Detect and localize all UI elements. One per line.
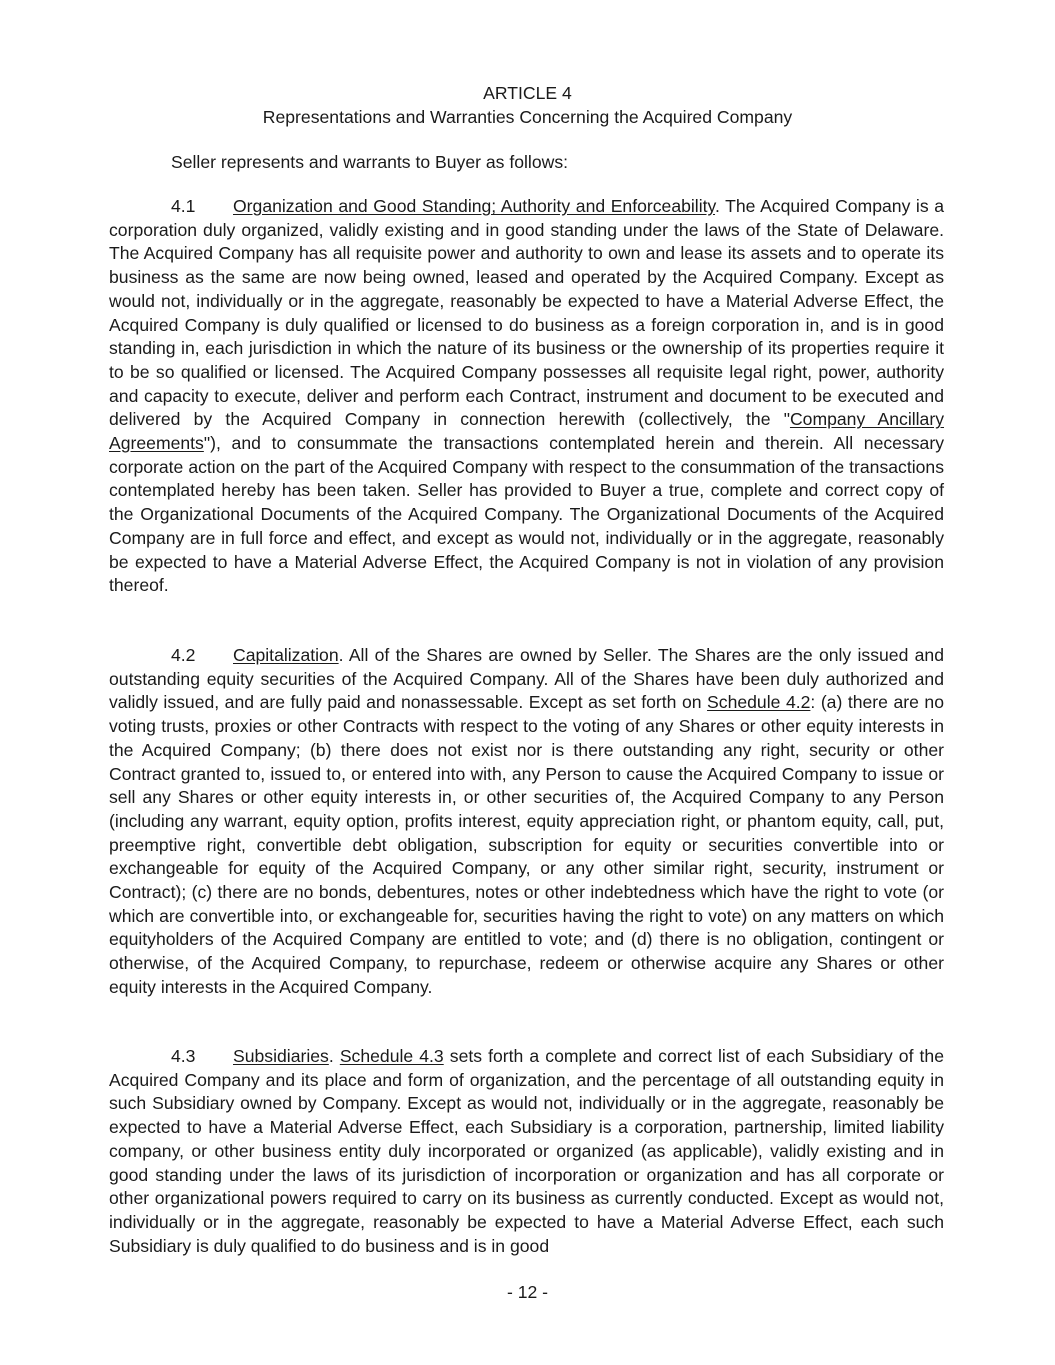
section-4-2: [109, 644, 944, 1000]
section-body-continued: "), and to consummate the transactions contemplated herein and therein. All necessary corporate action on the part of the Acquired Company with respect to the consummation of the transactions contemplated hereby has been taken. Seller has provided to Buyer a true, complete and correct copy of the Organizational Documents of the Acquired Company. The Organizational Documents of the Acquired Company are in full force and effect, and except as would not, individually or in the aggregate, reasonably be expected to have a Material Adverse Effect, the Acquired Company is not in violation of any provision thereof.: [109, 433, 944, 596]
section-heading: Capitalization: [233, 645, 339, 665]
section-body-continued: : (a) there are no voting trusts, proxies or other Contracts with respect to the voting of any Shares or other equity interests in the Acquired Company; (b) there does not exist nor is there outstanding any right, security or other Contract granted to, issued to, or entered into with, any Person to cause the Acquired Company to issue or sell any Shares or other equity interests in, or other securities of, the Acquired Company to any Person (including any warrant, equity option, profits interest, equity appreciation right, or phantom equity, call, put, preemptive right, convertible debt obligation, subscription for equity or securities convertible into or exchangeable for equity of the Acquired Company, or any other similar right, security, instrument or Contract); (c) there are no bonds, debentures, notes or other indebtedness which have the right to vote (or which are convertible into, or exchangeable for, securities having the right to vote) on any matters on which equityholders of the Acquired Company are entitled to vote; and (d) there is no obligation, contingent or otherwise, of the Acquired Company, to repurchase, redeem or otherwise acquire any Shares or other equity interests in the Acquired Company.: [109, 692, 945, 997]
section-4-1: [109, 195, 944, 598]
section-heading: Organization and Good Standing; Authority and Enforceability: [233, 196, 716, 216]
schedule-reference: Schedule 4.3: [339, 1046, 444, 1066]
schedule-reference: Schedule 4.2: [707, 692, 811, 713]
page-number: - 12 -: [506, 1282, 549, 1302]
section-4-3: [109, 1045, 944, 1258]
section-body: . All of the Shares are owned by Seller. The Shares are the only issued and outstanding equity securities of the Acquired Company. All of the Shares have been duly authorized and validly issued, and are fully paid and nonassessable. Except as set forth on: [109, 645, 944, 713]
article-title: ARTICLE 4: [483, 83, 572, 103]
article-subtitle: Representations and Warranties Concerning the Acquired Company: [262, 107, 793, 127]
section-number: 4.2: [171, 645, 196, 665]
section-number: 4.1: [171, 196, 196, 216]
section-number: 4.3: [171, 1046, 196, 1066]
section-heading: Subsidiaries: [233, 1046, 329, 1066]
intro-statement: Seller represents and warrants to Buyer as follows:: [171, 152, 569, 172]
section-body: . The Acquired Company is a corporation duly organized, validly existing and in good standing under the laws of the State of Delaware. The Acquired Company has all requisite power and authority to own and lease its assets and to operate its business as the same are now being owned, leased and operated by the Acquired Company. Except as would not, individually or in the aggregate, reasonably be expected to have a Material Adverse Effect, the Acquired Company is duly qualified or licensed to do business as a foreign corporation in, and is in good standing in, each jurisdiction in which the nature of its business or the ownership of its properties require it to be so qualified or licensed. The Acquired Company possesses all requisite legal right, power, authority and capacity to execute, deliver and perform each Contract, instrument and document to be executed and delivered by the Acquired Company in connection herewith (collectively, the ": [109, 196, 944, 430]
defined-term: Company Ancillary Agreements: [109, 409, 944, 454]
section-body: sets forth a complete and correct list of each Subsidiary of the Acquired Company and its place and form of organization, and the percentage of all outstanding equity in such Subsidiary owned by Company. Except as would not, individually or in the aggregate, reasonably be expected to have a Material Adverse Effect, each Subsidiary is a corporation, partnership, limited liability company, or other business entity duly incorporated or organized (as applicable), validly existing and in good standing under the laws of its jurisdiction of incorporation or organization and has all corporate or other organizational powers required to carry on its business as currently conducted. Except as would not, individually or in the aggregate, reasonably be expected to have a Material Adverse Effect, each such Subsidiary is duly qualified to do business and is in good: [109, 1046, 944, 1256]
heading-separator: .: [328, 1046, 340, 1066]
